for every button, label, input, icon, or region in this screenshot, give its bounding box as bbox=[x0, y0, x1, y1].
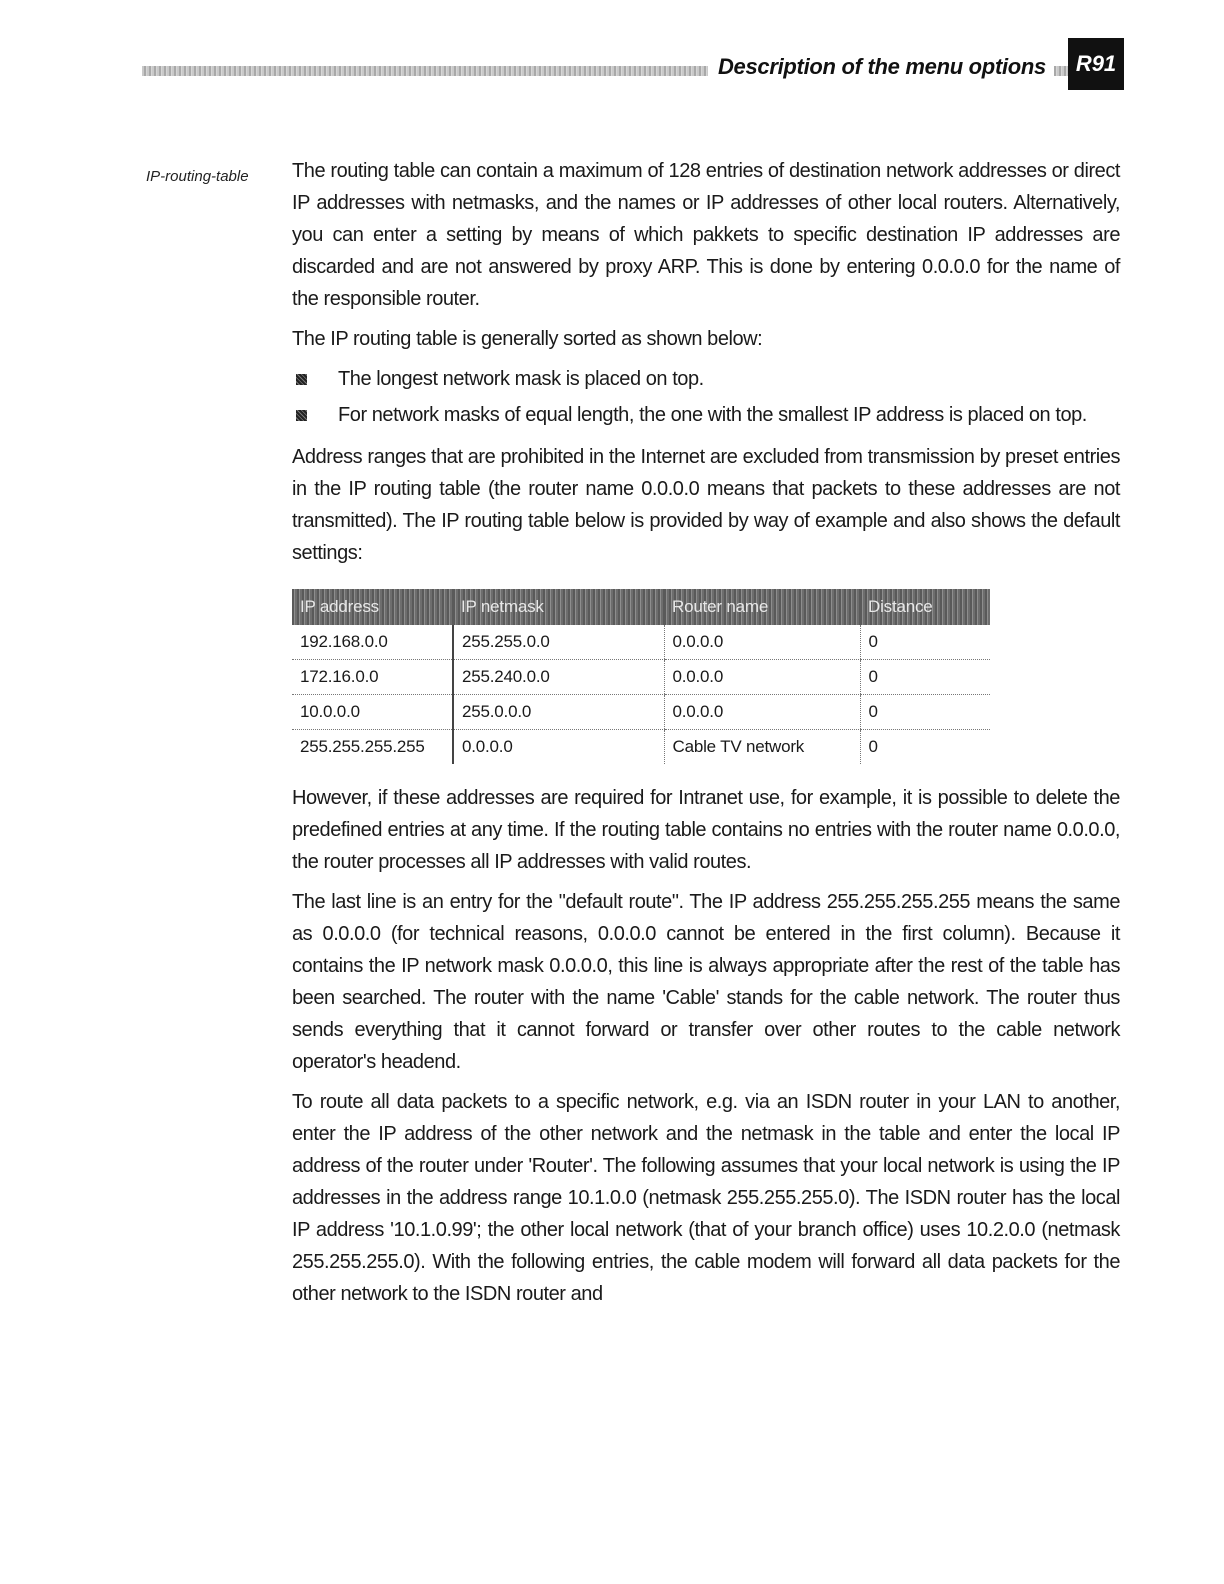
cell-ip-address: 10.0.0.0 bbox=[292, 695, 453, 730]
table-row bbox=[292, 660, 990, 695]
table-header-row bbox=[292, 589, 990, 625]
cell-ip-address: 192.168.0.0 bbox=[292, 625, 453, 660]
list-item-text: For network masks of equal length, the one with the smallest IP address is placed on top. bbox=[338, 404, 1087, 426]
column-header-distance: Distance bbox=[860, 589, 990, 625]
cell-router-name: 0.0.0.0 bbox=[664, 660, 860, 695]
table-row bbox=[292, 625, 990, 660]
cell-ip-netmask: 255.0.0.0 bbox=[453, 695, 664, 730]
routing-table bbox=[292, 589, 990, 764]
cell-distance: 0 bbox=[860, 695, 990, 730]
paragraph-intranet-use: However, if these addresses are required for Intranet use, for example, it is possible to delete the predefined entries at any time. If the routing table contains no entries with the router name 0.0.0.0, the router processes all IP addresses with valid routes. bbox=[292, 787, 1120, 873]
cell-router-name: Cable TV network bbox=[664, 730, 860, 765]
paragraph-address-ranges: Address ranges that are prohibited in the Internet are excluded from transmission by preset entries in the IP routing table (the router name 0.0.0.0 means that packets to these addresses are not transmitted). The IP routing table below is provided by way of example and also shows the default settings: bbox=[292, 446, 1120, 564]
list-item-text: The longest network mask is placed on top. bbox=[338, 368, 704, 390]
sorting-rules-list bbox=[292, 363, 1120, 431]
table-row bbox=[292, 695, 990, 730]
column-header-ip-netmask: IP netmask bbox=[453, 589, 664, 625]
table-row bbox=[292, 730, 990, 765]
cell-ip-netmask: 255.240.0.0 bbox=[453, 660, 664, 695]
section-header-title: Description of the menu options bbox=[708, 54, 1054, 80]
page-number-badge: R91 bbox=[1068, 38, 1124, 90]
cell-ip-netmask: 255.255.0.0 bbox=[453, 625, 664, 660]
column-header-router-name: Router name bbox=[664, 589, 860, 625]
cell-distance: 0 bbox=[860, 730, 990, 765]
cell-distance: 0 bbox=[860, 660, 990, 695]
cell-ip-address: 172.16.0.0 bbox=[292, 660, 453, 695]
square-bullet-icon bbox=[296, 374, 307, 385]
paragraph-default-route: The last line is an entry for the "default route". The IP address 255.255.255.255 means the same as 0.0.0.0 (for technical reasons, 0.0.0.0 cannot be entered in the first column). Because it contains the IP network mask 0.0.0.0, this line is always appropriate after the rest of the table has been searched. The router with the name 'Cable' stands for the cable network. The router thus sends everything that it cannot forward or transfer over other routes to the cable network operator's headend. bbox=[292, 891, 1120, 1073]
cell-router-name: 0.0.0.0 bbox=[664, 625, 860, 660]
margin-topic-label: IP-routing-table bbox=[146, 168, 249, 185]
square-bullet-icon bbox=[296, 410, 307, 421]
column-header-ip-address: IP address bbox=[292, 589, 453, 625]
paragraph-intro: The routing table can contain a maximum of 128 entries of destination network addresses or direct IP addresses with netmasks, and the names or IP addresses of other local routers. Alternatively, you can enter a setting by means of which pakkets to specific destination IP addresses are discarded and are not answered by proxy ARP. This is done by entering 0.0.0.0 for the name of the responsible router. bbox=[292, 160, 1120, 310]
cell-distance: 0 bbox=[860, 625, 990, 660]
paragraph-sorting: The IP routing table is generally sorted as shown below: bbox=[292, 328, 763, 350]
cell-ip-netmask: 0.0.0.0 bbox=[453, 730, 664, 765]
cell-router-name: 0.0.0.0 bbox=[664, 695, 860, 730]
list-item bbox=[292, 399, 1120, 431]
cell-ip-address: 255.255.255.255 bbox=[300, 737, 425, 756]
routing-table-container bbox=[292, 589, 990, 764]
body-text bbox=[292, 155, 1120, 1318]
list-item bbox=[292, 363, 1120, 395]
paragraph-isdn-example: To route all data packets to a specific network, e.g. via an ISDN router in your LAN to another, enter the IP address of the other network and the netmask in the table and enter the local IP address of the router under 'Router'. The following assumes that your local network is using the IP addresses in the address range 10.1.0.0 (netmask 255.255.255.0). The ISDN router has the local IP address '10.1.0.99'; the other local network (that of your branch office) uses 10.2.0.0 (netmask 255.255.255.0). With the following entries, the cable modem will forward all data packets for the other network to the ISDN router and bbox=[292, 1091, 1120, 1305]
